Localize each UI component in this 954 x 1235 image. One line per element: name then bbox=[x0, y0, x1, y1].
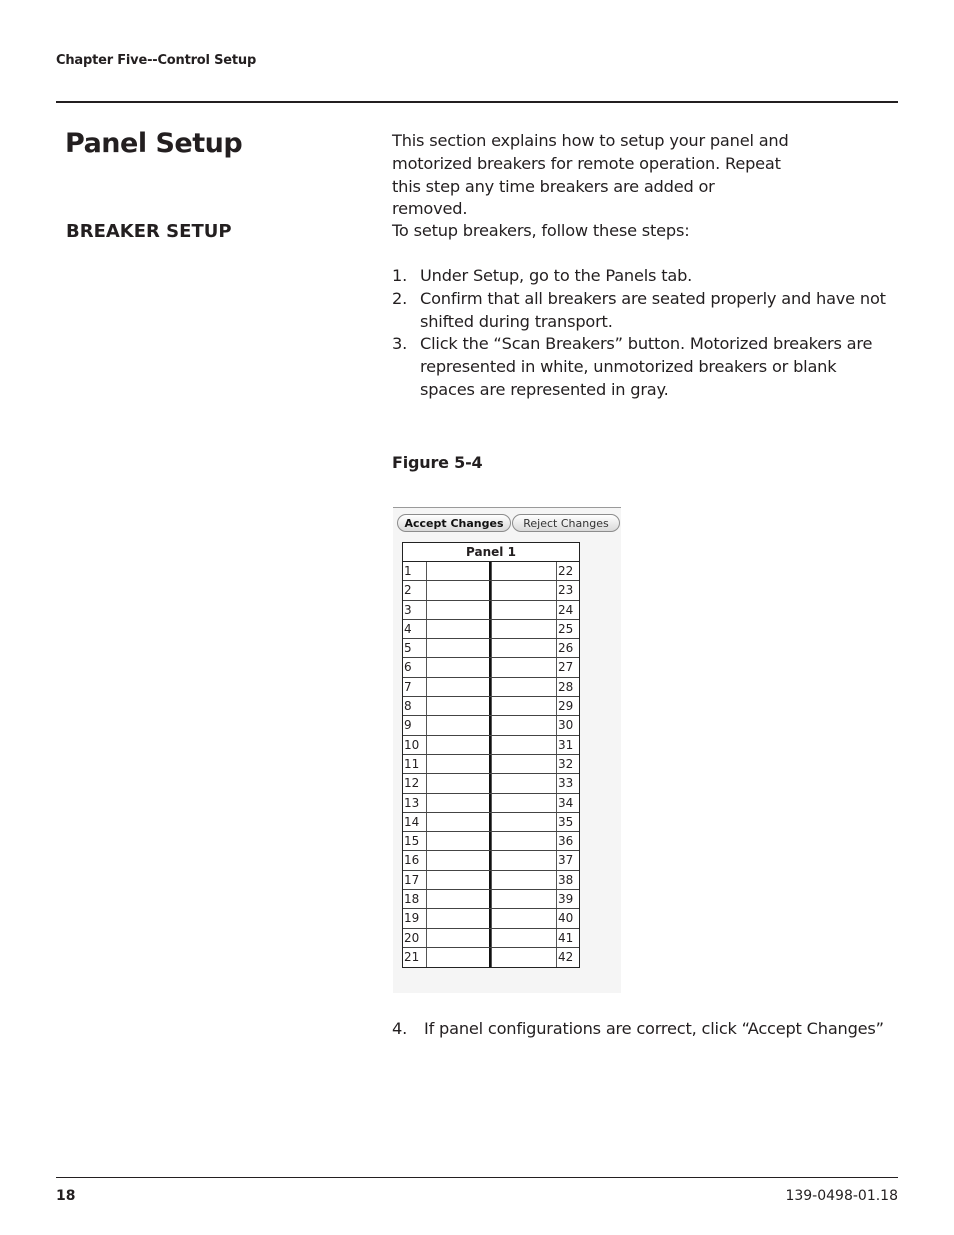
document-number: 139-0498-01.18 bbox=[785, 1188, 898, 1204]
breaker-number-right: 22 bbox=[556, 562, 579, 580]
figure-button-row bbox=[395, 514, 621, 534]
breaker-row bbox=[403, 909, 579, 928]
breaker-slot-right[interactable] bbox=[491, 601, 556, 619]
breaker-number-right: 29 bbox=[556, 697, 579, 715]
breaker-number-left: 12 bbox=[404, 776, 420, 791]
breaker-slot-right[interactable] bbox=[491, 716, 556, 734]
breaker-number-left: 10 bbox=[404, 737, 420, 752]
intro-paragraph: This section explains how to setup your panel and motorized breakers for remote operation. Repeat this step any time breakers are added or removed. bbox=[392, 131, 789, 219]
breaker-slot-right[interactable] bbox=[491, 658, 556, 676]
page-number: 18 bbox=[56, 1188, 76, 1204]
breaker-rows bbox=[403, 562, 579, 967]
breaker-number-left: 5 bbox=[404, 641, 412, 656]
breaker-row bbox=[403, 562, 579, 581]
breaker-slot-right[interactable] bbox=[491, 736, 556, 754]
breaker-number-right: 23 bbox=[556, 581, 579, 599]
breaker-slot-right[interactable] bbox=[491, 871, 556, 889]
breaker-slot-left[interactable] bbox=[426, 832, 491, 850]
breaker-number-left: 13 bbox=[404, 795, 420, 810]
breaker-number-right: 25 bbox=[556, 620, 579, 638]
breaker-slot-right[interactable] bbox=[491, 755, 556, 773]
breaker-number-right: 31 bbox=[556, 736, 579, 754]
breaker-number-left: 19 bbox=[404, 911, 420, 926]
step-text: Confirm that all breakers are seated properly and have not shifted during transport. bbox=[420, 288, 886, 331]
breaker-slot-right[interactable] bbox=[491, 929, 556, 947]
breaker-row bbox=[403, 678, 579, 697]
breaker-row bbox=[403, 794, 579, 813]
page-title: Panel Setup bbox=[65, 128, 243, 159]
breaker-number-right: 24 bbox=[556, 601, 579, 619]
breaker-number-left: 21 bbox=[404, 949, 420, 964]
breaker-number-left: 7 bbox=[404, 679, 412, 694]
breaker-number-left: 16 bbox=[404, 853, 420, 868]
breaker-number-left: 18 bbox=[404, 892, 420, 907]
steps-lead: To setup breakers, follow these steps: bbox=[392, 221, 690, 240]
breaker-row bbox=[403, 755, 579, 774]
breaker-slot-left[interactable] bbox=[426, 948, 491, 967]
breaker-row bbox=[403, 851, 579, 870]
breaker-number-right: 38 bbox=[556, 871, 579, 889]
breaker-row bbox=[403, 871, 579, 890]
breaker-number-right: 34 bbox=[556, 794, 579, 812]
bottom-divider bbox=[56, 1177, 898, 1178]
breaker-row bbox=[403, 697, 579, 716]
breaker-number-right: 36 bbox=[556, 832, 579, 850]
breaker-slot-left[interactable] bbox=[426, 755, 491, 773]
breaker-slot-left[interactable] bbox=[426, 639, 491, 657]
step-text: If panel configurations are correct, click “Accept Changes” bbox=[424, 1019, 884, 1038]
panel-table bbox=[402, 542, 580, 968]
breaker-slot-left[interactable] bbox=[426, 794, 491, 812]
breaker-number-right: 27 bbox=[556, 658, 579, 676]
breaker-number-right: 26 bbox=[556, 639, 579, 657]
breaker-number-left: 8 bbox=[404, 699, 412, 714]
breaker-number-left: 20 bbox=[404, 930, 420, 945]
breaker-slot-left[interactable] bbox=[426, 736, 491, 754]
section-title: BREAKER SETUP bbox=[66, 221, 232, 242]
panel-screenshot-figure bbox=[393, 507, 621, 993]
step-text: Under Setup, go to the Panels tab. bbox=[420, 266, 693, 285]
breaker-number-right: 28 bbox=[556, 678, 579, 696]
breaker-number-right: 33 bbox=[556, 774, 579, 792]
step-number: 2. bbox=[392, 288, 408, 308]
breaker-slot-left[interactable] bbox=[426, 716, 491, 734]
breaker-slot-right[interactable] bbox=[491, 620, 556, 638]
breaker-row bbox=[403, 658, 579, 677]
breaker-number-right: 37 bbox=[556, 851, 579, 869]
breaker-slot-right[interactable] bbox=[491, 562, 556, 580]
step-item bbox=[392, 333, 892, 401]
breaker-number-left: 3 bbox=[404, 602, 412, 617]
accept-changes-button[interactable]: Accept Changes bbox=[397, 514, 511, 532]
figure-label: Figure 5-4 bbox=[392, 453, 483, 472]
breaker-row bbox=[403, 716, 579, 735]
breaker-slot-right[interactable] bbox=[491, 794, 556, 812]
top-divider bbox=[56, 101, 898, 103]
breaker-row bbox=[403, 813, 579, 832]
breaker-number-left: 9 bbox=[404, 718, 412, 733]
breaker-slot-left[interactable] bbox=[426, 620, 491, 638]
breaker-slot-right[interactable] bbox=[491, 851, 556, 869]
breaker-slot-right[interactable] bbox=[491, 909, 556, 927]
breaker-slot-left[interactable] bbox=[426, 890, 491, 908]
breaker-number-right: 41 bbox=[556, 929, 579, 947]
step-number: 3. bbox=[392, 334, 408, 354]
breaker-slot-left[interactable] bbox=[426, 658, 491, 676]
step-item bbox=[392, 1018, 884, 1041]
breaker-slot-right[interactable] bbox=[491, 697, 556, 715]
breaker-number-right: 39 bbox=[556, 890, 579, 908]
breaker-number-right: 42 bbox=[556, 948, 579, 967]
step-item bbox=[392, 288, 892, 334]
breaker-slot-left[interactable] bbox=[426, 813, 491, 831]
breaker-number-left: 11 bbox=[404, 756, 420, 771]
breaker-number-right: 30 bbox=[556, 716, 579, 734]
step-number: 4. bbox=[392, 1019, 408, 1038]
breaker-slot-right[interactable] bbox=[491, 890, 556, 908]
breaker-slot-right[interactable] bbox=[491, 832, 556, 850]
step-text: Click the “Scan Breakers” button. Motorized breakers are represented in white, unmotorized breakers or blank spaces are represented in gray. bbox=[420, 334, 873, 399]
breaker-number-right: 32 bbox=[556, 755, 579, 773]
breaker-slot-left[interactable] bbox=[426, 929, 491, 947]
breaker-slot-right[interactable] bbox=[491, 639, 556, 657]
breaker-row bbox=[403, 948, 579, 967]
panel-title: Panel 1 bbox=[403, 543, 579, 562]
breaker-slot-right[interactable] bbox=[491, 813, 556, 831]
breaker-row bbox=[403, 929, 579, 948]
breaker-number-left: 17 bbox=[404, 872, 420, 887]
steps-list bbox=[392, 265, 892, 402]
breaker-slot-left[interactable] bbox=[426, 774, 491, 792]
breaker-slot-right[interactable] bbox=[491, 581, 556, 599]
breaker-slot-left[interactable] bbox=[426, 697, 491, 715]
breaker-row bbox=[403, 774, 579, 793]
breaker-slot-left[interactable] bbox=[426, 678, 491, 696]
breaker-row bbox=[403, 601, 579, 620]
breaker-number-left: 1 bbox=[404, 564, 412, 578]
breaker-row bbox=[403, 832, 579, 851]
breaker-row bbox=[403, 620, 579, 639]
breaker-row bbox=[403, 639, 579, 658]
breaker-slot-left[interactable] bbox=[426, 909, 491, 927]
chapter-header: Chapter Five--Control Setup bbox=[56, 53, 257, 68]
breaker-slot-right[interactable] bbox=[491, 948, 556, 967]
breaker-slot-right[interactable] bbox=[491, 774, 556, 792]
breaker-number-left: 2 bbox=[404, 583, 412, 598]
reject-changes-button[interactable]: Reject Changes bbox=[512, 514, 620, 532]
breaker-slot-left[interactable] bbox=[426, 581, 491, 599]
breaker-row bbox=[403, 736, 579, 755]
breaker-number-right: 35 bbox=[556, 813, 579, 831]
breaker-row bbox=[403, 581, 579, 600]
breaker-row bbox=[403, 890, 579, 909]
step-number: 1. bbox=[392, 266, 408, 285]
breaker-slot-left[interactable] bbox=[426, 601, 491, 619]
breaker-number-left: 6 bbox=[404, 660, 412, 675]
breaker-slot-left[interactable] bbox=[426, 851, 491, 869]
breaker-number-left: 14 bbox=[404, 814, 420, 829]
breaker-number-right: 40 bbox=[556, 909, 579, 927]
breaker-number-left: 4 bbox=[404, 621, 412, 636]
breaker-slot-left[interactable] bbox=[426, 562, 491, 580]
breaker-slot-right[interactable] bbox=[491, 678, 556, 696]
breaker-number-left: 15 bbox=[404, 834, 420, 849]
step-item bbox=[392, 265, 892, 288]
breaker-slot-left[interactable] bbox=[426, 871, 491, 889]
